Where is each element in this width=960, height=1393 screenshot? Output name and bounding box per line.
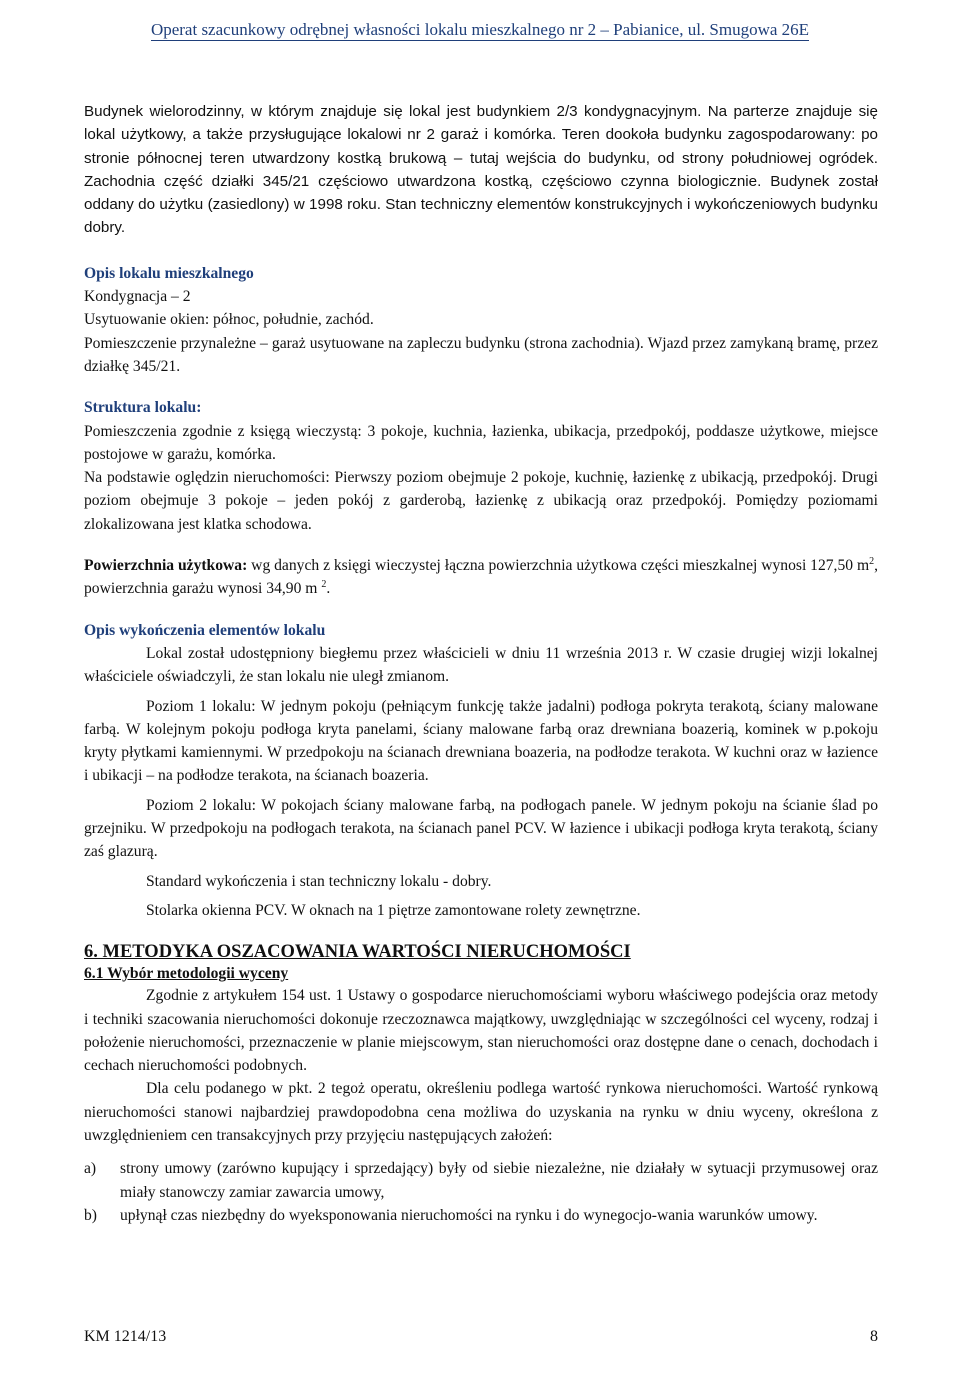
- wykonczenie-paragraph-3: Poziom 2 lokalu: W pokojach ściany malowane farbą, na podłogach panele. W jednym pokoju na ścianie ślad po grzejniku. W przedpokoju na podłogach terakota, na ścianach panel PCV. W łazience i ubikacji podłoga kryta terakotą, ściany zaś glazurą.: [84, 796, 878, 861]
- list-item-text: upłynął czas niezbędny do wyeksponowania nieruchomości na rynku i do wynegocjo-wania warunków umowy.: [120, 1206, 818, 1224]
- list-item: [84, 1157, 878, 1204]
- powierzchnia-paragraph: [84, 554, 878, 601]
- wykonczenie-paragraph-1: Lokal został udostępniony biegłemu przez właścicieli w dniu 11 września 2013 r. W czasie drugiej wizji lokalnej właściciele oświadczyli, że stan lokalu nie uległ zmianom.: [84, 644, 878, 686]
- powierzchnia-text-c: .: [326, 580, 331, 598]
- section-6-1-heading: [84, 964, 878, 984]
- powierzchnia-text-b: , powierzchnia garażu wynosi 34,90 m: [84, 557, 878, 598]
- powierzchnia-sup-2: 2: [321, 579, 327, 591]
- opis-line-okna: Usytuowanie okien: północ, południe, zachód.: [84, 311, 374, 329]
- opis-lokalu-heading: Opis lokalu mieszkalnego: [84, 264, 254, 282]
- wykonczenie-paragraph-2: Poziom 1 lokalu: W jednym pokoju (pełniącym funkcję także jadalni) podłoga pokryta terakotą, ściany malowane farbą. W kolejnym pokoju podłoga kryta panelami, ściany malowane farbą oraz drewniana boazerią, kominek w p.pokoju kryty płytkami kamiennymi. W przedpokoju na ścianach drewniana boazeria, na podłodze terakota. W kuchni oraz w łazience i ubikacji – na podłodze terakota, na ścianach boazeria.: [84, 697, 878, 785]
- struktura-heading: Struktura lokalu:: [84, 399, 202, 417]
- section-6-1-heading-text: 6.1 Wybór metodologii wyceny: [84, 965, 289, 983]
- intro-paragraph: Budynek wielorodzinny, w którym znajduje się lokal jest budynkiem 2/3 kondygnacyjnym. Na parterze znajduje się lokal użytkowy, a także przysługujące lokalowi nr 2 garaż i komórka. Teren dookoła budynku zagospodarowany: po stronie północnej teren utwardzony kostką brukową – tutaj wejścia do budynku, od strony południowej ogródek. Zachodnia część działki 345/21 częściowo utwardzona kostką, częściowo czynna biologicznie. Budynek został oddany do użytku (zasiedlony) w 1998 roku. Stan techniczny elementów konstrukcyjnych i wykończeniowych budynku dobry.: [84, 103, 878, 237]
- page-number: 8: [870, 1328, 878, 1345]
- wykonczenie-heading: Opis wykończenia elementów lokalu: [84, 621, 326, 639]
- document-code: KM 1214/13: [84, 1328, 167, 1345]
- opis-line-kondygnacja: Kondygnacja – 2: [84, 288, 191, 306]
- struktura-paragraph-ogledziny: Na podstawie oględzin nieruchomości: Pierwszy poziom obejmuje 2 pokoje, kuchnię, łazienkę z ubikacją, przedpokój. Drugi poziom obejmuje 3 pokoje – jeden pokój z garderobą, łazienkę z ubikacją oraz przedpokój. Pomiędzy poziomami zlokalizowana jest klatka schodowa.: [84, 469, 878, 533]
- section-6-heading: [84, 940, 878, 964]
- page-header: [0, 18, 960, 42]
- list-marker: a): [84, 1160, 97, 1178]
- powierzchnia-label: Powierzchnia użytkowa:: [84, 557, 248, 575]
- section-6-paragraph-1: Zgodnie z artykułem 154 ust. 1 Ustawy o gospodarce nieruchomościami wyboru właściwego podejścia oraz metody i techniki szacowania nieruchomości dokonuje rzeczoznawca majątkowy, uwzględniając w szczególności cel wyceny, rodzaj i położenie nieruchomości, przeznaczenie w planie miejscowym, stan nieruchomości oraz dostępne dane o cenach, dochodach i cechach nieruchomości podobnych.: [84, 987, 878, 1075]
- wykonczenie-paragraph-4: Standard wykończenia i stan techniczny lokalu - dobry.: [146, 872, 492, 890]
- section-6-heading-text: 6. METODYKA OSZACOWANIA WARTOŚCI NIERUCHOMOŚCI: [84, 942, 631, 963]
- header-title: Operat szacunkowy odrębnej własności lokalu mieszkalnego nr 2 – Pabianice, ul. Smugowa 26E: [150, 20, 810, 39]
- wykonczenie-paragraph-5: Stolarka okienna PCV. W oknach na 1 piętrze zamontowane rolety zewnętrzne.: [146, 901, 641, 919]
- list-item-text: strony umowy (zarówno kupujący i sprzedający) były od siebie niezależne, nie działały w sytuacji przymusowej oraz miały stanowczy zamiar zawarcia umowy,: [120, 1160, 878, 1201]
- powierzchnia-text-a: wg danych z księgi wieczystej łączna powierzchnia użytkowa części mieszkalnej wynosi 127,50 m: [247, 557, 870, 575]
- struktura-paragraph-kw: Pomieszczenia zgodnie z księgą wieczystą: 3 pokoje, kuchnia, łazienka, ubikacja, przedpokój, poddasze użytkowe, miejsce postojowe w garażu, komórka.: [84, 422, 878, 463]
- powierzchnia-sup-1: 2: [869, 555, 875, 567]
- list-item: [84, 1204, 878, 1227]
- assumptions-list: [84, 1157, 878, 1227]
- document-body: [84, 100, 878, 1227]
- section-6-paragraph-2: Dla celu podanego w pkt. 2 tegoż operatu, określeniu podlega wartość rynkowa nieruchomości. Wartość rynkową nieruchomości stanowi najbardziej prawdopodobna cena możliwa do uzyskania na rynku w dniu wyceny, określona z uwzględnieniem cen transakcyjnych przy przyjęciu następujących założeń:: [84, 1080, 878, 1144]
- opis-line-garaz: Pomieszczenie przynależne – garaż usytuowane na zapleczu budynku (strona zachodnia). Wjazd przez zamykaną bramę, przez działkę 345/21.: [84, 334, 878, 375]
- list-marker: b): [84, 1206, 97, 1224]
